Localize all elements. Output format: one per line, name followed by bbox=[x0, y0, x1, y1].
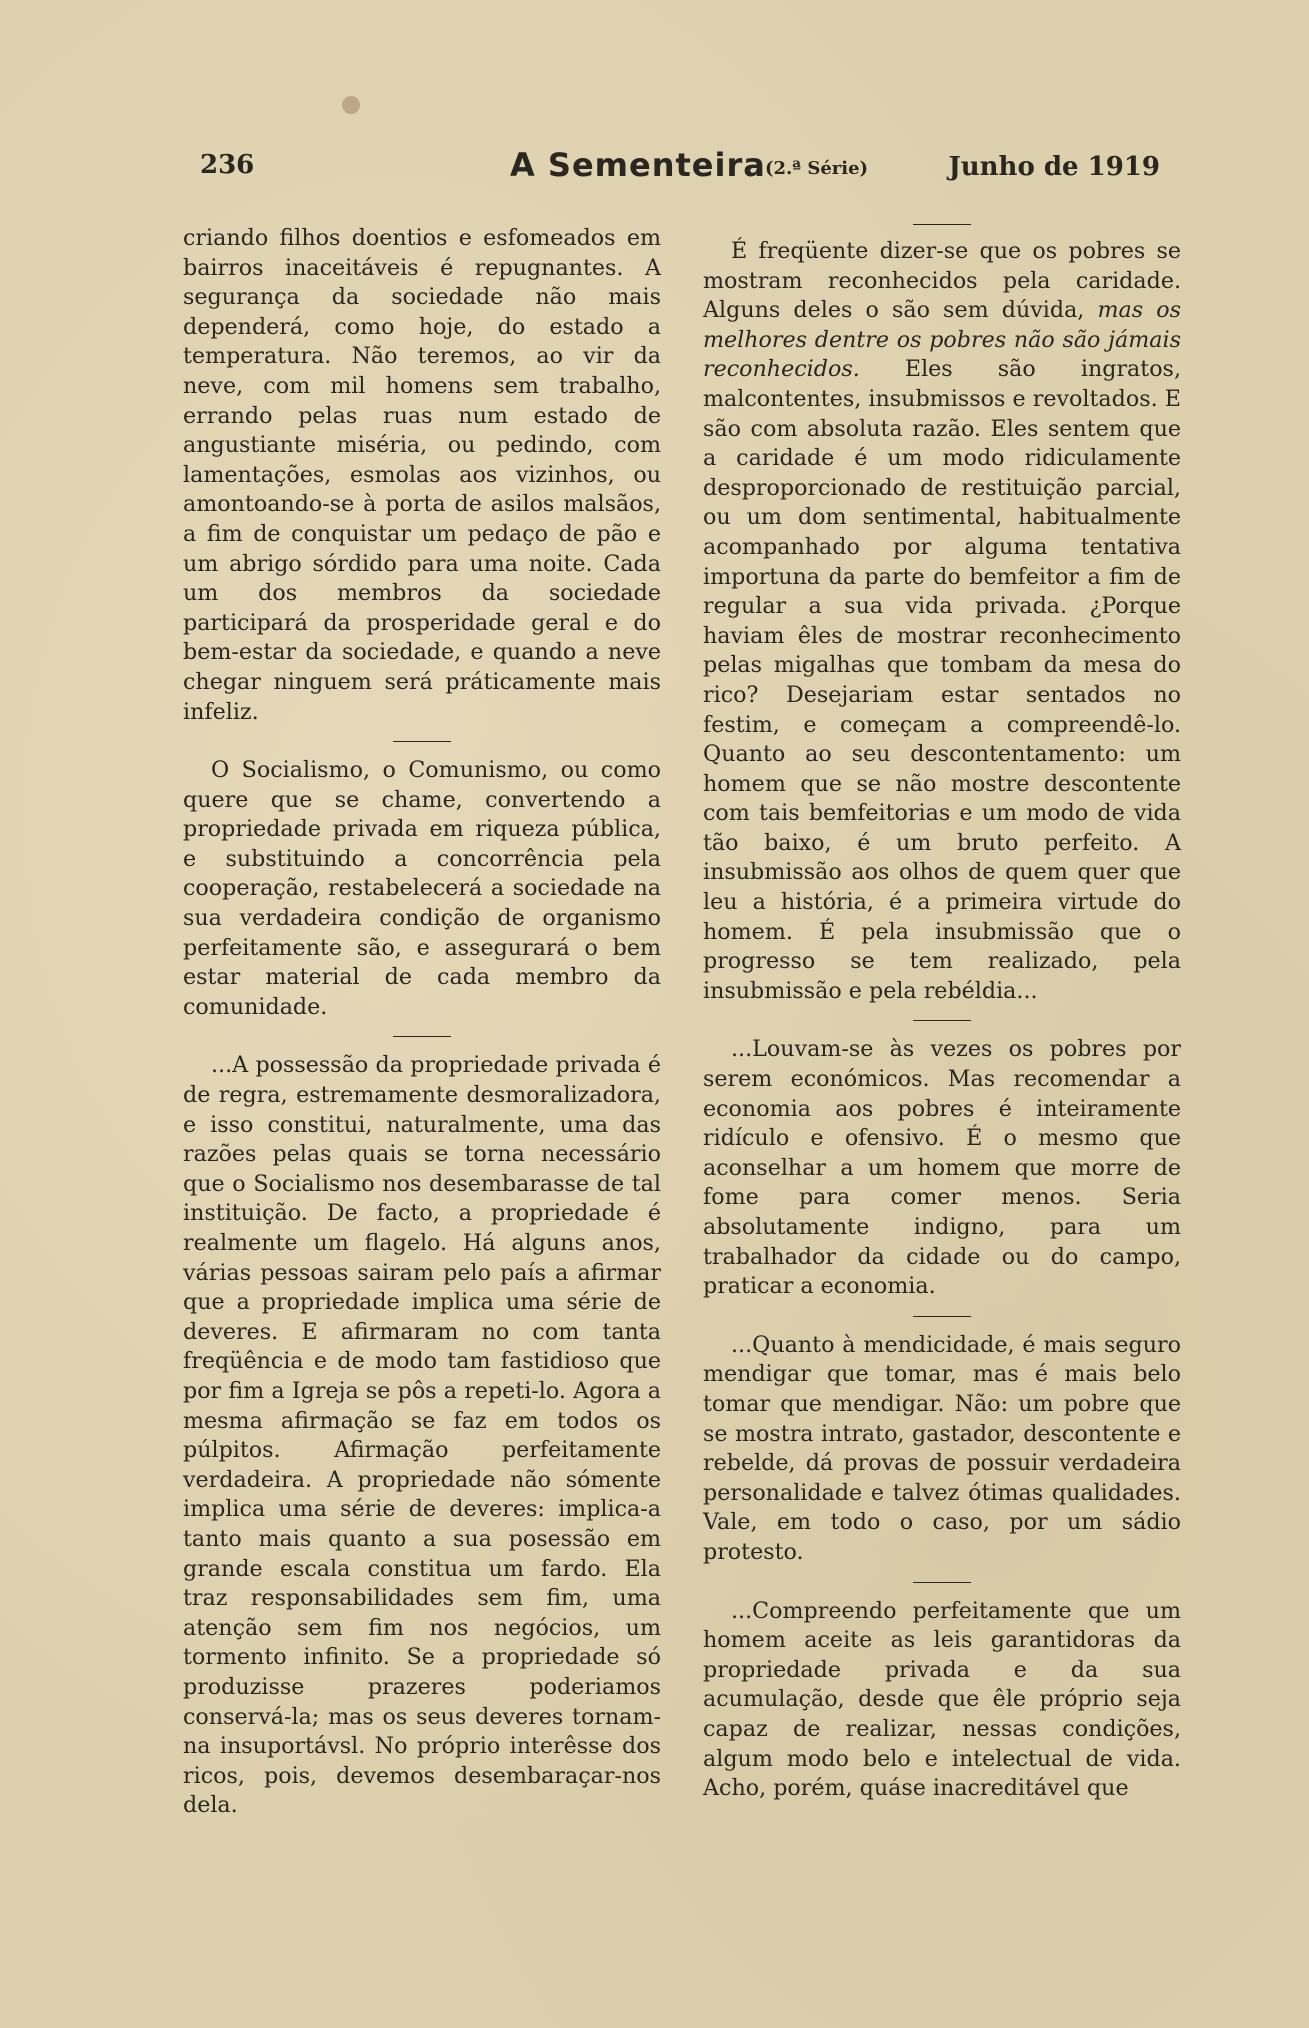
right-paragraph-4: ...Compreendo perfeitamente que um homem aceite as leis garantidoras da propriedade privada e da sua acumulação, desde que êle próprio seja capaz de realizar, nessas condições, algum modo belo e intelectual de vida. Acho, porém, quáse inacreditável que bbox=[703, 1597, 1181, 1802]
right-paragraph-3: ...Quanto à mendicidade, é mais seguro mendigar que tomar, mas é mais belo tomar que mendigar. Não: um pobre que se mostra intrato, gastador, descontente e rebelde, dá provas de possuir verdadeira personalidade e talvez ótimas qualidades. Vale, em todo o caso, por um sádio protesto. bbox=[703, 1331, 1181, 1565]
issue-date: Junho de 1919 bbox=[948, 152, 1160, 182]
left-paragraph-1: criando filhos doentios e esfomeados em bairros inaceitáveis é repugnantes. A segurança da sociedade não mais dependerá, como hoje, do estado a temperatura. Não teremos, ao vir da neve, com mil homens sem trabalho, errando pelas ruas num estado de angustiante miséria, ou pedindo, com lamentações, esmolas aos vizinhos, ou amontoando-se à porta de asilos malsãos, a fim de conquistar um pedaço de pão e um abrigo sórdido para uma noite. Cada um dos membros da sociedade participará da prosperidade geral e do bem-estar da sociedade, e quando a neve chegar ninguem será práticamente mais infeliz. bbox=[183, 225, 661, 725]
section-divider bbox=[913, 1020, 971, 1021]
section-divider bbox=[393, 741, 451, 742]
section-divider bbox=[913, 1316, 971, 1317]
left-column bbox=[183, 224, 661, 1821]
left-paragraph-3: ...A possessão da propriedade privada é de regra, estremamente desmoralizadora, e isso constitui, naturalmente, uma das razões pelas quais se torna necessário que o Socialismo nos desembarasse de tal instituição. De facto, a propriedade é realmente um flagelo. Há alguns anos, várias pessoas sairam pelo país a afirmar que a propriedade implica uma série de deveres. E afirmaram no com tanta freqüência e de modo tam fastidioso que por fim a Igreja se pôs a repeti-lo. Agora a mesma afirmação se faz em todos os púlpitos. Afirmação perfeitamente verdadeira. A propriedade não sómente implica uma série de deveres: implica-a tanto mais quanto a sua posessão em grande escala constitua um fardo. Ela traz responsabilidades sem fim, uma atenção sem fim nos negócios, um tormento infinito. Se a propriedade só produzisse prazeres poderiamos conservá-la; mas os seus deveres tornam-na insuportávsl. No próprio interêsse dos ricos, pois, devemos desembaraçar-nos dela. bbox=[183, 1052, 661, 1819]
right-paragraph-1 bbox=[703, 237, 1181, 1006]
series-label: (2.ª Série) bbox=[765, 158, 869, 179]
left-paragraph-2: O Socialismo, o Comunismo, ou como quere que se chame, convertendo a propriedade privada em riqueza pública, e substituindo a concorrência pela cooperação, restabelecerá a sociedade na sua verdadeira condição de organismo perfeitamente são, e assegurará o bem estar material de cada membro da comunidade. bbox=[183, 757, 661, 1020]
journal-title: A Sementeira bbox=[510, 146, 766, 184]
section-divider bbox=[393, 1036, 451, 1037]
right-paragraph-1-end: Eles são ingratos, malcontentes, insubmissos e revoltados. E são com absoluta razão. Eles sentem que a caridade é um modo ridiculamente desproporcionado de restituição parcial, ou um dom sentimental, habitualmente acompanhado por alguma tentativa importuna da parte do bemfeitor a fim de regular a sua vida privada. ¿Porque haviam êles de mostrar reconhecimento pelas migalhas que tombam da mesa do rico? Desejariam estar sentados no festim, e começam a compreendê-lo. Quanto ao seu descontentamento: um homem que se não mostre descontente com tais bemfeitorias e um modo de vida tão baixo, é um bruto perfeito. A insubmissão aos olhos de quem quer que leu a história, é a primeira virtude do homem. É pela insubmissão que o progresso se tem realizado, pela insubmissão e pela rebéldia... bbox=[703, 356, 1181, 1004]
page-header bbox=[200, 146, 1160, 190]
page-number: 236 bbox=[200, 150, 255, 180]
section-divider bbox=[913, 224, 971, 225]
ink-stain bbox=[342, 96, 360, 114]
right-paragraph-1-italic: mas os melhores dentre os pobres não são jámais reconhecidos. bbox=[703, 297, 1182, 383]
right-column bbox=[703, 224, 1181, 1804]
section-divider bbox=[913, 1582, 971, 1583]
right-paragraph-2: ...Louvam-se às vezes os pobres por serem económicos. Mas recomendar a economia aos pobres é inteiramente ridículo e ofensivo. É o mesmo que aconselhar a um homem que morre de fome para comer menos. Seria absolutamente indigno, para um trabalhador da cidade ou do campo, praticar a economia. bbox=[703, 1036, 1181, 1300]
right-paragraph-1-start: É freqüente dizer-se que os pobres se mostram reconhecidos pela caridade. Alguns deles o são sem dúvida, bbox=[703, 238, 1181, 324]
